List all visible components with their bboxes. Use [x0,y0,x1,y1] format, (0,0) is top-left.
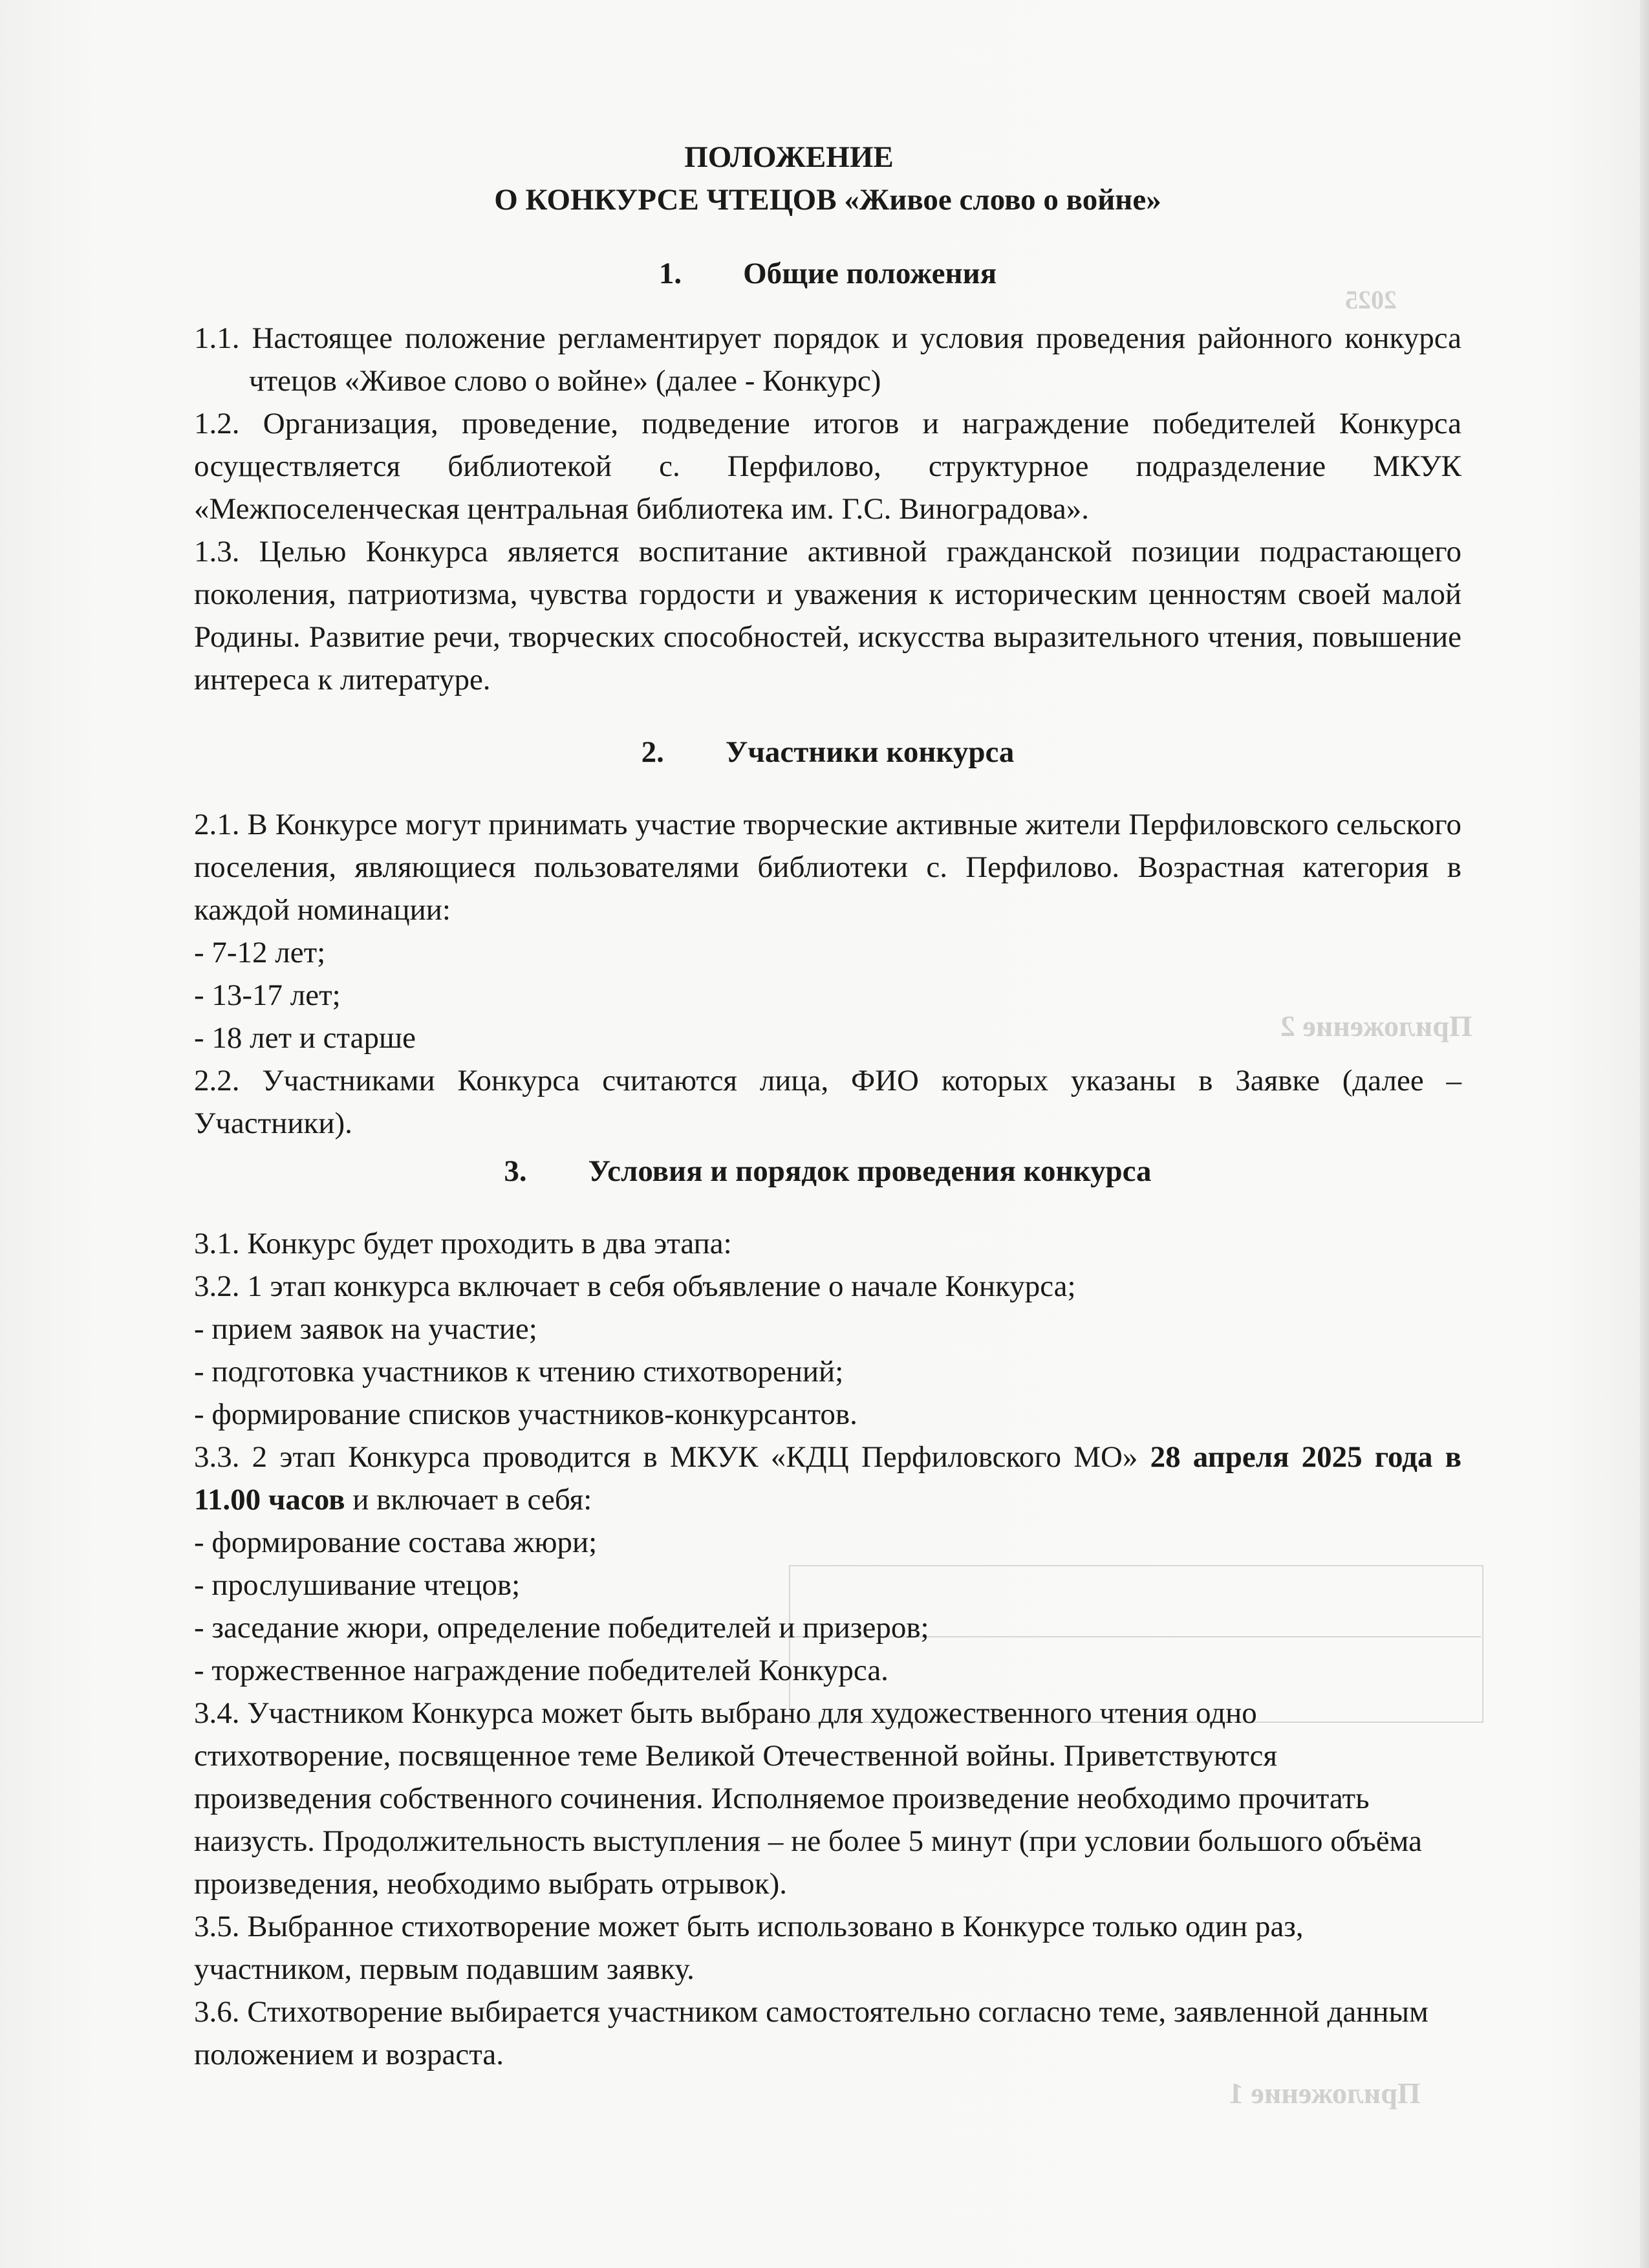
paragraph-text: и включает в себя: [345,1483,592,1517]
section-number: 3. [504,1154,527,1188]
list-item: - торжественное награждение победителей Конкурса. [194,1654,889,1687]
section-number: 1. [658,257,682,290]
bleed-through-mark: 2025 [1345,285,1397,314]
bleed-through-mark: Приложение 1 [1229,2077,1421,2110]
list-item: - 13-17 лет; [194,978,341,1012]
section-heading [194,731,1461,773]
list-item: - 7-12 лет; [194,936,326,969]
section-heading [194,252,1461,295]
paragraph-3-3 [194,1436,1461,1521]
paragraph: 3.5. Выбранное стихотворение может быть использовано в Конкурсе только один раз, участником, первым подавшим заявку. [194,1910,1304,1986]
paragraph: 2.2. Участниками Конкурса считаются лица, ФИО которых указаны в Заявке (далее – Участники). [194,1064,1461,1140]
paragraph: 3.6. Стихотворение выбирается участником самостоятельно согласно теме, заявленной данным положением и возраста. [194,1995,1428,2071]
list-item: - прием заявок на участие; [194,1312,537,1346]
paragraph: 1.3. Целью Конкурса является воспитание активной гражданской позиции подрастающего поколения, патриотизма, чувства гордости и уважения к историческим ценностям своей малой Родины. Развитие речи, творческих способностей, искусства выразительного чтения, повышение интереса к литературе. [194,535,1461,697]
paragraph-text: 3.3. 2 этап Конкурса проводится в МКУК «КДЦ Перфиловского МО» [194,1440,1150,1474]
paragraph: 3.2. 1 этап конкурса включает в себя объявление о начале Конкурса; [194,1269,1076,1303]
paragraph: 1.1. Настоящее положение регламентирует порядок и условия проведения районного конкурса чтецов «Живое слово о войне» (далее - Конкурс) [194,321,1461,398]
section-number: 2. [641,735,664,769]
paragraph: 3.4. Участником Конкурса может быть выбрано для художественного чтения одно стихотворение, посвященное теме Великой Отечественной войны. Приветствуются произведения собственного сочинения. Исполняемое произведение необходимо прочитать наизусть. Продолжительность выступления – не более 5 минут (при условии большого объёма произведения, необходимо выбрать отрывок). [194,1696,1422,1901]
list-item: - формирование состава жюри; [194,1526,598,1559]
list-item: - 18 лет и старше [194,1021,416,1055]
event-date-time: 28 апреля 2025 года в 11.00 часов [194,1440,1461,1517]
bleed-through-mark: Приложение 2 [1280,1010,1472,1042]
list-item: - формирование списков участников-конкурсантов. [194,1398,857,1431]
list-item: - прослушивание чтецов; [194,1568,521,1602]
document-title: ПОЛОЖЕНИЕ [684,140,894,174]
section-title: Общие положения [743,257,997,290]
document-subtitle: О КОНКУРСЕ ЧТЕЦОВ «Живое слово о войне» [494,183,1161,217]
paper-edge-shadow [1640,0,1649,2268]
section-title: Условия и порядок проведения конкурса [588,1154,1152,1188]
section-heading [194,1150,1461,1193]
list-item: - заседание жюри, определение победителей и призеров; [194,1611,929,1645]
document-body [194,136,1461,2076]
paragraph: 1.2. Организация, проведение, подведение итогов и награждение победителей Конкурса осуществляется библиотекой с. Перфилово, структурное подразделение МКУК «Межпоселенческая центральная библиотека им. Г.С. Виноградова». [194,407,1461,526]
section-title: Участники конкурса [725,735,1015,769]
paragraph: 3.1. Конкурс будет проходить в два этапа: [194,1227,732,1260]
paragraph: 2.1. В Конкурсе могут принимать участие творческие активные жители Перфиловского сельского поселения, являющиеся пользователями библиотеки с. Перфилово. Возрастная категория в каждой номинации: [194,808,1461,927]
list-item: - подготовка участников к чтению стихотворений; [194,1355,844,1388]
